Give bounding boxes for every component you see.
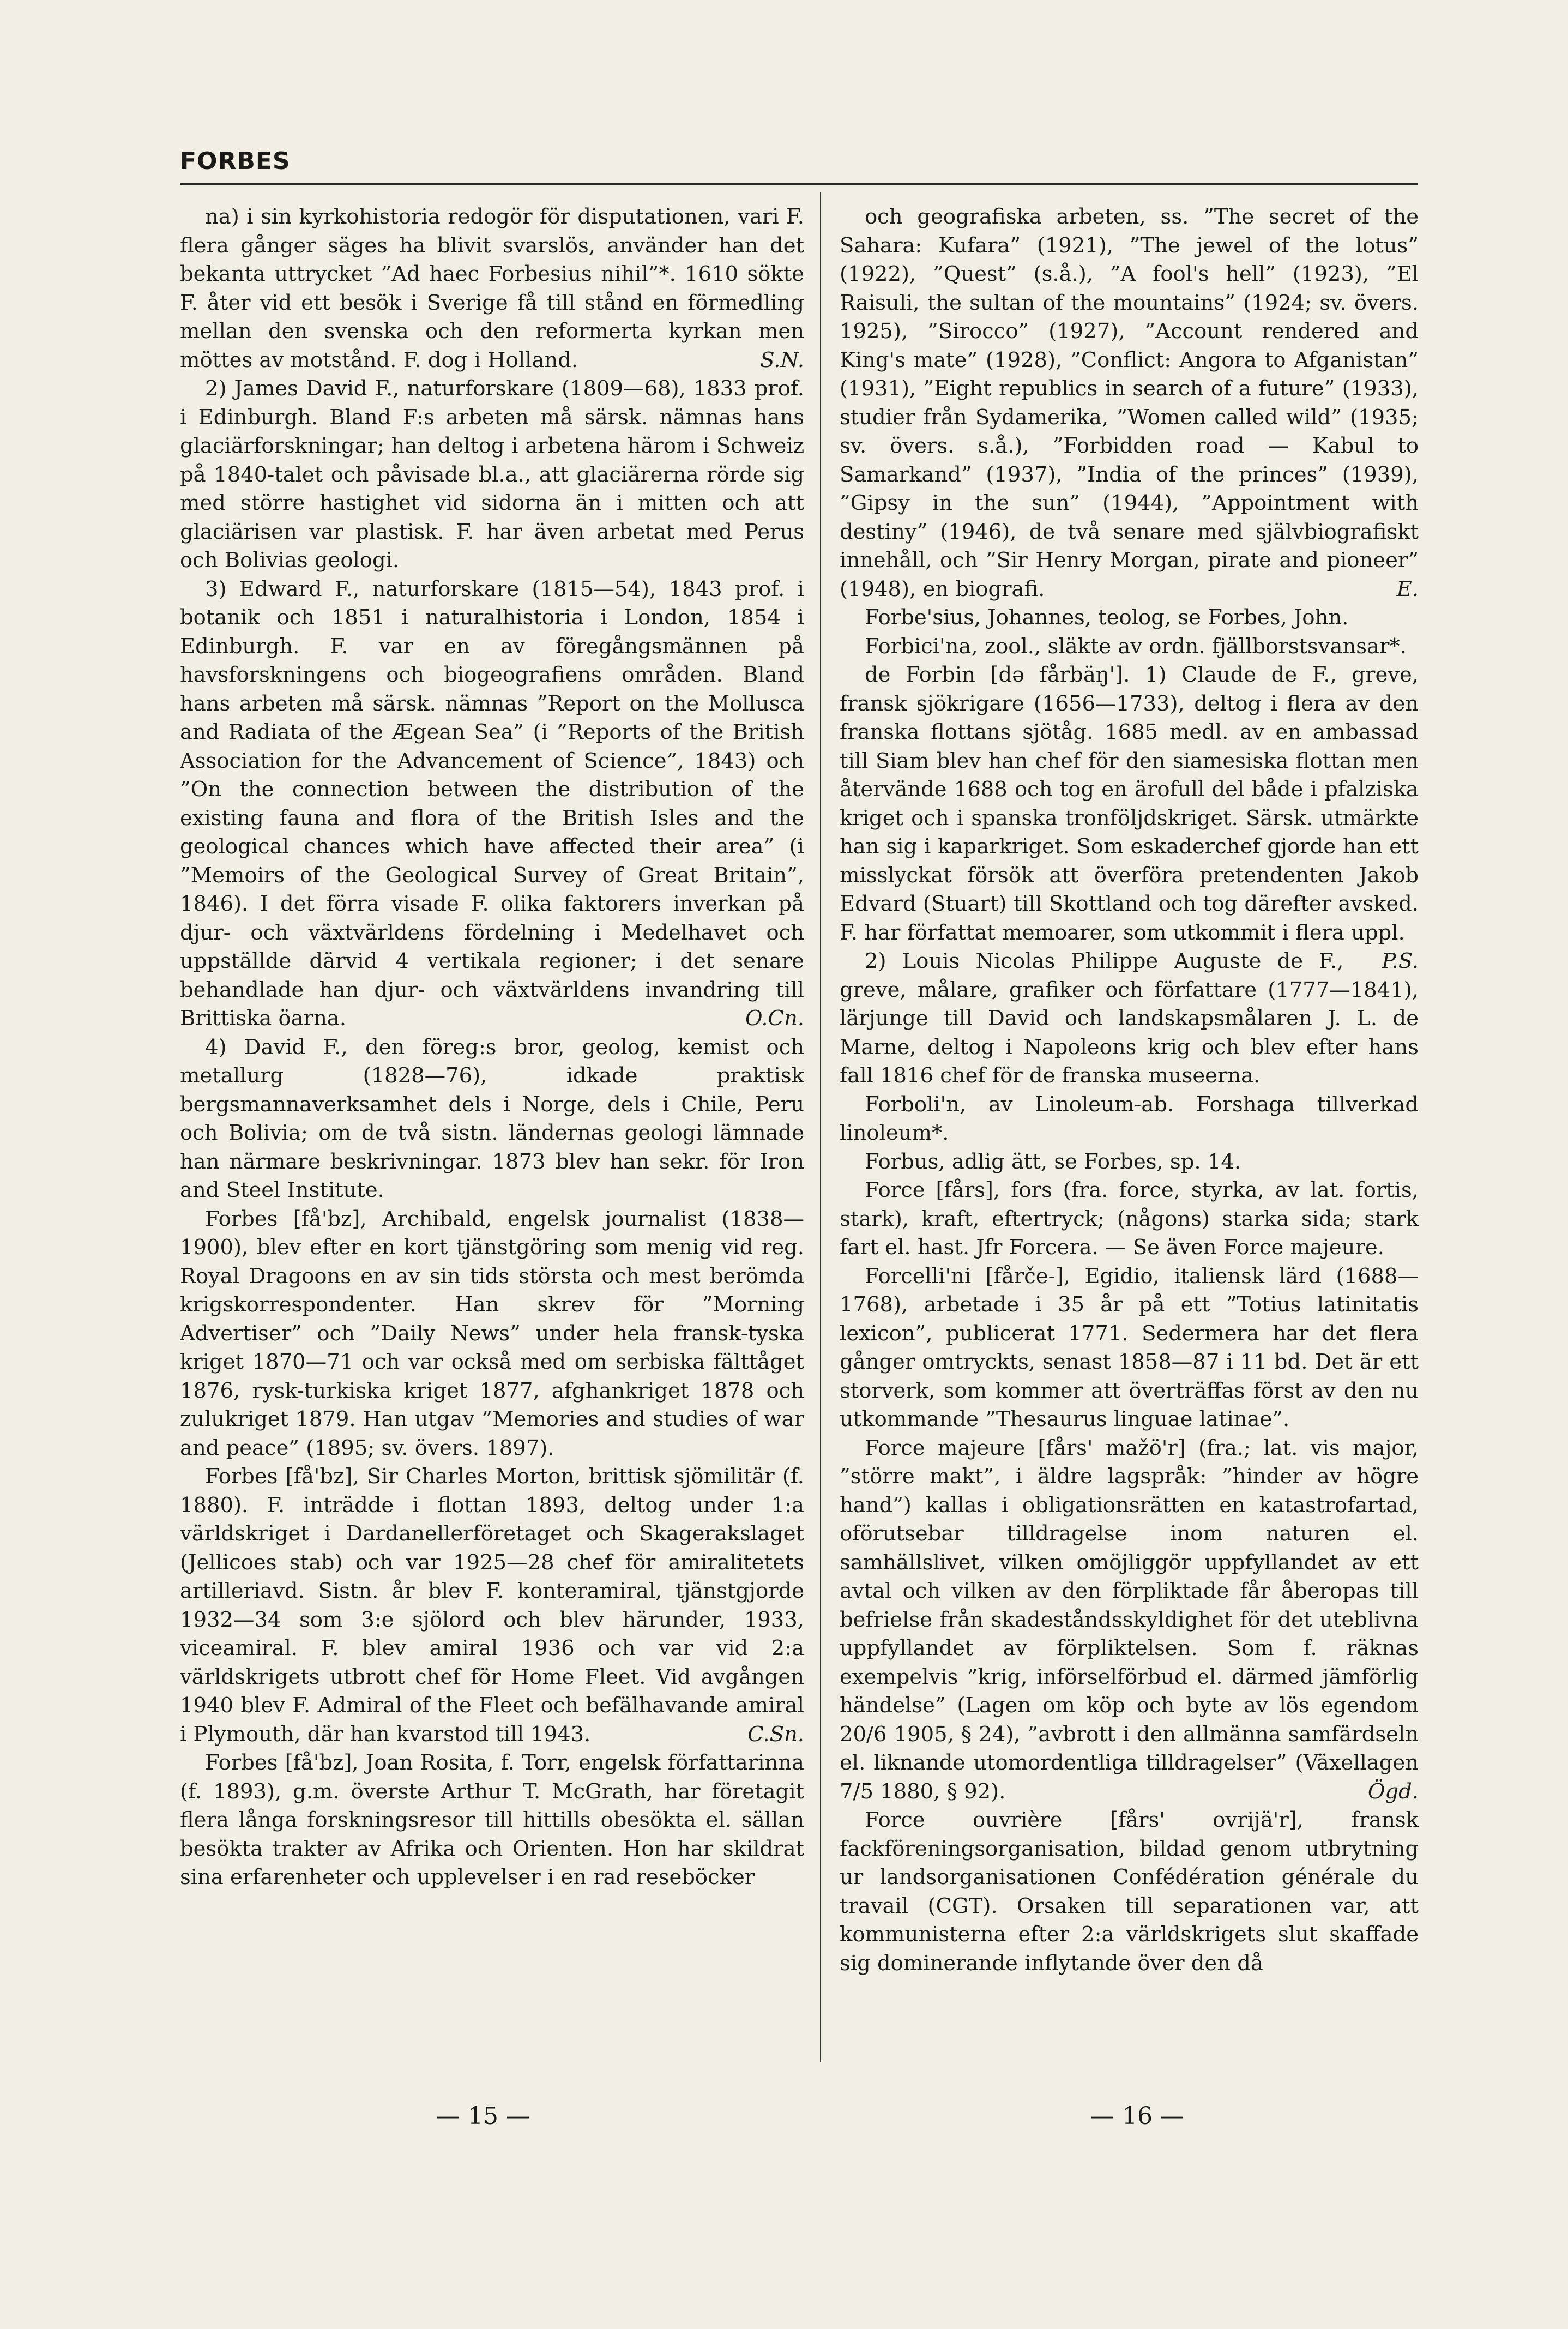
entry-text: Force majeure [fårs' mažö'r] (fra.; lat. vis major, ”större makt”, i äldre lagspråk: ”hinder av högre hand”) kallas i obligationsrätten en katastrofartad, oförutsebar tilldragelse inom naturen el. samhällslivet, vilken omöjliggör uppfyllandet av ett avtal och vilken av den förpliktade får åberopas till befrielse från skadeståndsskyldighet för det uteblivna uppfyllandet av förpliktelsen. Som f. räknas exempelvis ”krig, införselförbud el. därmed jämförlig händelse” (Lagen om köp och byte av lös egendom 20/6 1905, § 24), ”avbrott i den allmänna samfärdseln el. liknande utomordentliga tilldragelser” (Växellagen 7/5 1880, § 92). bbox=[840, 1435, 1419, 1804]
entry-text: Forbes [få'bz], Archibald, engelsk journalist (1838—1900), blev efter en kort tjänstgöring som menig vid reg. Royal Dragoons en av sin tids största och mest berömda krigskorrespondenter. Han skrev för ”Morning Advertiser” och ”Daily News” under hela fransk-tyska kriget 1870—71 och var också med om serbiska fälttåget 1876, rysk-turkiska kriget 1877, afghankriget 1878 och zulukriget 1879. Han utgav ”Memories and studies of war and peace” (1895; sv. övers. 1897). bbox=[180, 1206, 804, 1460]
entry-text: Forbici'na, zool., släkte av ordn. fjällborstsvansar*. bbox=[865, 634, 1407, 659]
entry-paragraph bbox=[180, 1205, 804, 1463]
entry-paragraph bbox=[180, 375, 804, 575]
entry-text: de Forbin [də fårbäŋ']. 1) Claude de F., greve, fransk sjökrigare (1656—1733), deltog i flera av den franska flottans sjötåg. 1685 medl. av en ambassad till Siam blev han chef för den siamesiska flottan men återvände 1688 och tog en ärofull del både i pfalziska kriget och i spanska tronföljdskriget. Särsk. utmärkte han sig i kaparkriget. Som eskaderchef gjorde han ett misslyckat försök att överföra pretendenten Jakob Edvard (Stuart) till Skottland och tog därefter avsked. F. har författat memoarer, som utkommit i flera uppl. bbox=[840, 663, 1419, 945]
entry-paragraph bbox=[840, 1434, 1419, 1807]
entry-text: na) i sin kyrkohistoria redogör för disputationen, vari F. flera gånger säges ha blivit svarslös, använder han det bekanta uttrycket ”Ad haec Forbesius nihil”*. 1610 sökte F. åter vid ett besök i Sverige få till stånd en förmedling mellan den svenska och den reformerta kyrkan men möttes av motstånd. F. dog i Holland. bbox=[180, 204, 804, 372]
page-number-left: — 15 — bbox=[436, 2102, 530, 2130]
left-column bbox=[180, 203, 804, 2068]
column-divider bbox=[820, 192, 821, 2062]
author-signature: S.N. bbox=[760, 347, 804, 372]
page-number-right: — 16 — bbox=[1090, 2102, 1184, 2130]
entry-text: 2) James David F., naturforskare (1809—68), 1833 prof. i Edinburgh. Bland F:s arbeten må särsk. nämnas hans glaciärforskningar; han deltog i arbetena härom i Schweiz på 1840-talet och påvisade bl.a., att glaciärerna rörde sig med större hastighet vid sidorna än i mitten och att glaciärisen var plastisk. F. har även arbetat med Perus och Bolivias geologi. bbox=[180, 376, 804, 573]
entry-paragraph bbox=[840, 1091, 1419, 1148]
entry-paragraph bbox=[840, 1262, 1419, 1434]
entry-text: Forbe'sius, Johannes, teolog, se Forbes, John. bbox=[865, 605, 1349, 630]
running-head: FORBES bbox=[180, 147, 291, 175]
author-signature: O.Cn. bbox=[745, 1006, 804, 1031]
entry-paragraph bbox=[840, 1148, 1419, 1177]
entry-paragraph bbox=[840, 203, 1419, 604]
header-rule bbox=[180, 183, 1418, 185]
author-signature: E. bbox=[1396, 576, 1419, 601]
entry-text: 4) David F., den föreg:s bror, geolog, kemist och metallurg (1828—76), idkade praktisk bergsmannaverksamhet dels i Norge, dels i Chile, Peru och Bolivia; om de två sistn. ländernas geologi lämnade han närmare beskrivningar. 1873 blev han sekr. för Iron and Steel Institute. bbox=[180, 1034, 804, 1202]
entry-text: 2) Louis Nicolas Philippe Auguste de F., greve, målare, grafiker och författare (1777—1841), lärjunge till David och landskapsmålaren J. L. de Marne, deltog i Napoleons krig och blev efter hans fall 1816 chef för de franska museerna. bbox=[840, 949, 1419, 1088]
entry-paragraph bbox=[840, 633, 1419, 661]
entry-paragraph bbox=[840, 1176, 1419, 1262]
entry-text: Forbes [få'bz], Joan Rosita, f. Torr, engelsk författarinna (f. 1893), g.m. överste Arthur T. McGrath, har företagit flera långa forskningsresor till hittills obesökta el. sällan besökta trakter av Afrika och Orienten. Hon har skildrat sina erfarenheter och upplevelser i en rad reseböcker bbox=[180, 1750, 804, 1889]
entry-text: Forboli'n, av Linoleum-ab. Forshaga tillverkad linoleum*. bbox=[840, 1092, 1419, 1145]
entry-paragraph bbox=[180, 1749, 804, 1892]
entry-text: Forbes [få'bz], Sir Charles Morton, brittisk sjömilitär (f. 1880). F. inträdde i flottan 1893, deltog under 1:a världskriget i Dardanellerföretaget och Skagerakslaget (Jellicoes stab) och var 1925—28 chef för amiralitetets artilleriavd. Sistn. år blev F. konteramiral, tjänstgjorde 1932—34 som 3:e sjölord och blev härunder, 1933, viceamiral. F. blev amiral 1936 och var vid 2:a världskrigets utbrott chef för Home Fleet. Vid avgången 1940 blev F. Admiral of the Fleet och befälhavande amiral i Plymouth, där han kvarstod till 1943. bbox=[180, 1464, 804, 1747]
entry-paragraph bbox=[840, 1806, 1419, 1978]
author-signature: C.Sn. bbox=[747, 1722, 804, 1747]
entry-paragraph bbox=[180, 1033, 804, 1205]
entry-paragraph bbox=[840, 947, 1419, 1091]
entry-paragraph bbox=[180, 203, 804, 375]
entry-text: Forbus, adlig ätt, se Forbes, sp. 14. bbox=[865, 1149, 1241, 1174]
entry-text: Force ouvrière [fårs' ovrijä'r], fransk fackföreningsorganisation, bildad genom utbrytning ur landsorganisationen Confédération générale du travail (CGT). Orsaken till separationen var, att kommunisterna efter 2:a världskrigets slut skaffade sig dominerande inflytande över den då bbox=[840, 1808, 1419, 1976]
author-signature: Ögd. bbox=[1367, 1779, 1419, 1804]
entry-text: och geografiska arbeten, ss. ”The secret of the Sahara: Kufara” (1921), ”The jewel of the lotus” (1922), ”Quest” (s.å.), ”A fool's hell” (1923), ”El Raisuli, the sultan of the mountains” (1924; sv. övers. 1925), ”Sirocco” (1927), ”Account rendered and King's mate” (1928), ”Conflict: Angora to Afganistan” (1931), ”Eight republics in search of a future” (1933), studier från Sydamerika, ”Women called wild” (1935; sv. övers. s.å.), ”Forbidden road — Kabul to Samarkand” (1937), ”India of the princes” (1939), ”Gipsy in the sun” (1944), ”Appointment with destiny” (1946), de två senare med självbiografiskt innehåll, och ”Sir Henry Morgan, pirate and pioneer” (1948), en biografi. bbox=[840, 204, 1419, 601]
entry-text: 3) Edward F., naturforskare (1815—54), 1843 prof. i botanik och 1851 i naturalhistoria i London, 1854 i Edinburgh. F. var en av föregångsmännen på havsforskningens och biogeografiens områden. Bland hans arbeten må särsk. nämnas ”Report on the Mollusca and Radiata of the Ægean Sea” (i ”Reports of the British Association for the Advancement of Science”, 1843) och ”On the connection between the distribution of the existing fauna and flora of the British Isles and the geological chances which have affected their area” (i ”Memoirs of the Geological Survey of Great Britain”, 1846). I det förra visade F. olika faktorers inverkan på djur- och växtvärldens fördelning i Medelhavet och uppställde därvid 4 vertikala regioner; i det senare behandlade han djur- och växtvärldens invandring till Brittiska öarna. bbox=[180, 576, 804, 1031]
entry-paragraph bbox=[180, 575, 804, 1033]
entry-paragraph bbox=[840, 604, 1419, 633]
entry-paragraph bbox=[180, 1463, 804, 1749]
entry-text: Force [fårs], fors (fra. force, styrka, av lat. fortis, stark), kraft, eftertryck; (någons) starka sida; stark fart el. hast. Jfr Forcera. — Se även Force majeure. bbox=[840, 1178, 1419, 1260]
author-signature: P.S. bbox=[1382, 949, 1419, 973]
right-column bbox=[840, 203, 1419, 2068]
entry-text: Forcelli'ni [fårče-], Egidio, italiensk lärd (1688—1768), arbetade i 35 år på ett ”Totius latinitatis lexicon”, publicerat 1771. Sedermera har det flera gånger omtryckts, senast 1858—87 i 11 bd. Det är ett storverk, som kommer att överträffas först av den nu utkommande ”Thesaurus linguae latinae”. bbox=[840, 1263, 1419, 1431]
entry-paragraph bbox=[840, 661, 1419, 973]
